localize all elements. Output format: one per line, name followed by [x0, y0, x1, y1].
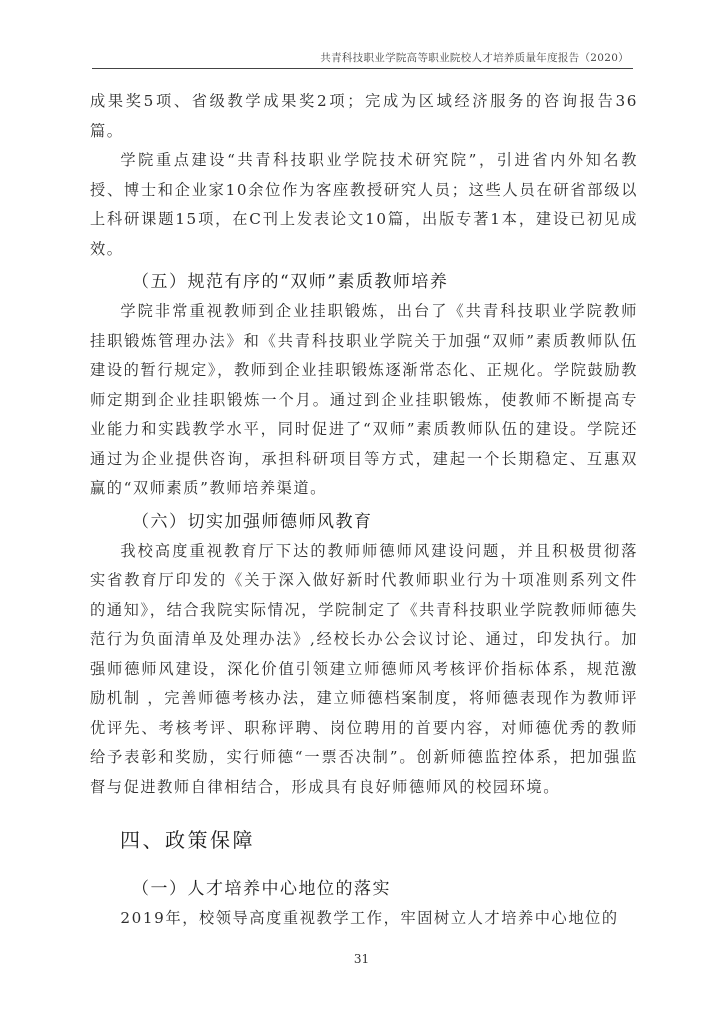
- page-number: 31: [353, 952, 370, 966]
- subheading-teacher-ethics: （六）切实加强师德师风教育: [132, 511, 373, 532]
- subheading-talent-training-center: （一）人才培养中心地位的落实: [132, 879, 391, 899]
- paragraph-achievements: 成果奖5项、省级教学成果奖2项；完成为区域经济服务的咨询报告36篇。: [90, 92, 638, 140]
- page-header: [92, 48, 633, 69]
- paragraph-research-institute: 学院重点建设“共青科技职业学院技术研究院”，引进省内外知名教授、博士和企业家10余位作为客座教授研究人员；这些人员在研省部级以上科研课题15项，在C刊上发表论文10篇，出版专著1本，建设已初见成效。: [90, 151, 638, 258]
- section-heading-policy-guarantee: 四、政策保障: [120, 828, 255, 852]
- paragraph-dual-qualified-teachers: 学院非常重视教师到企业挂职锻炼，出台了《共青科技职业学院教师挂职锻炼管理办法》和《共青科技职业学院关于加强“双师”素质教师队伍建设的暂行规定》，教师到企业挂职锻炼逐渐常态化、正规化。学院鼓励教师定期到企业挂职锻炼一个月。通过到企业挂职锻炼，使教师不断提高专业能力和实践教学水平，同时促进了“双师”素质教师队伍的建设。学院还通过为企业提供咨询，承担科研项目等方式，建起一个长期稳定、互惠双赢的“双师素质”教师培养渠道。: [90, 302, 638, 497]
- document-body: [90, 87, 638, 934]
- subheading-dual-qualified-teachers: （五）规范有序的“双师”素质教师培养: [132, 272, 449, 292]
- header-title: 共青科技职业学院高等职业院校人才培养质量年度报告（2020）: [320, 52, 629, 64]
- paragraph-talent-training-center: 2019年，校领导高度重视教学工作，牢固树立人才培养中心地位的: [120, 909, 619, 927]
- paragraph-teacher-ethics: 我校高度重视教育厅下达的教师师德师风建设问题，并且积极贯彻落实省教育厅印发的《关于深入做好新时代教师职业行为十项准则系列文件的通知》，结合我院实际情况，学院制定了《共青科技职业学院教师师德失范行为负面清单及处理办法》,经校长办公会议讨论、通过，印发执行。加强师德师风建设，深化价值引领建立师德师风考核评价指标体系，规范激励机制 ，完善师德考核办法，建立师德档案制度，将师德表现作为教师评优评先、考核考评、职称评聘、岗位聘用的首要内容，对师德优秀的教师给予表彰和奖励，实行师德“一票否决制”。创新师德监控体系，把加强监督与促进教师自律相结合，形成具有良好师德师风的校园环境。: [90, 541, 638, 796]
